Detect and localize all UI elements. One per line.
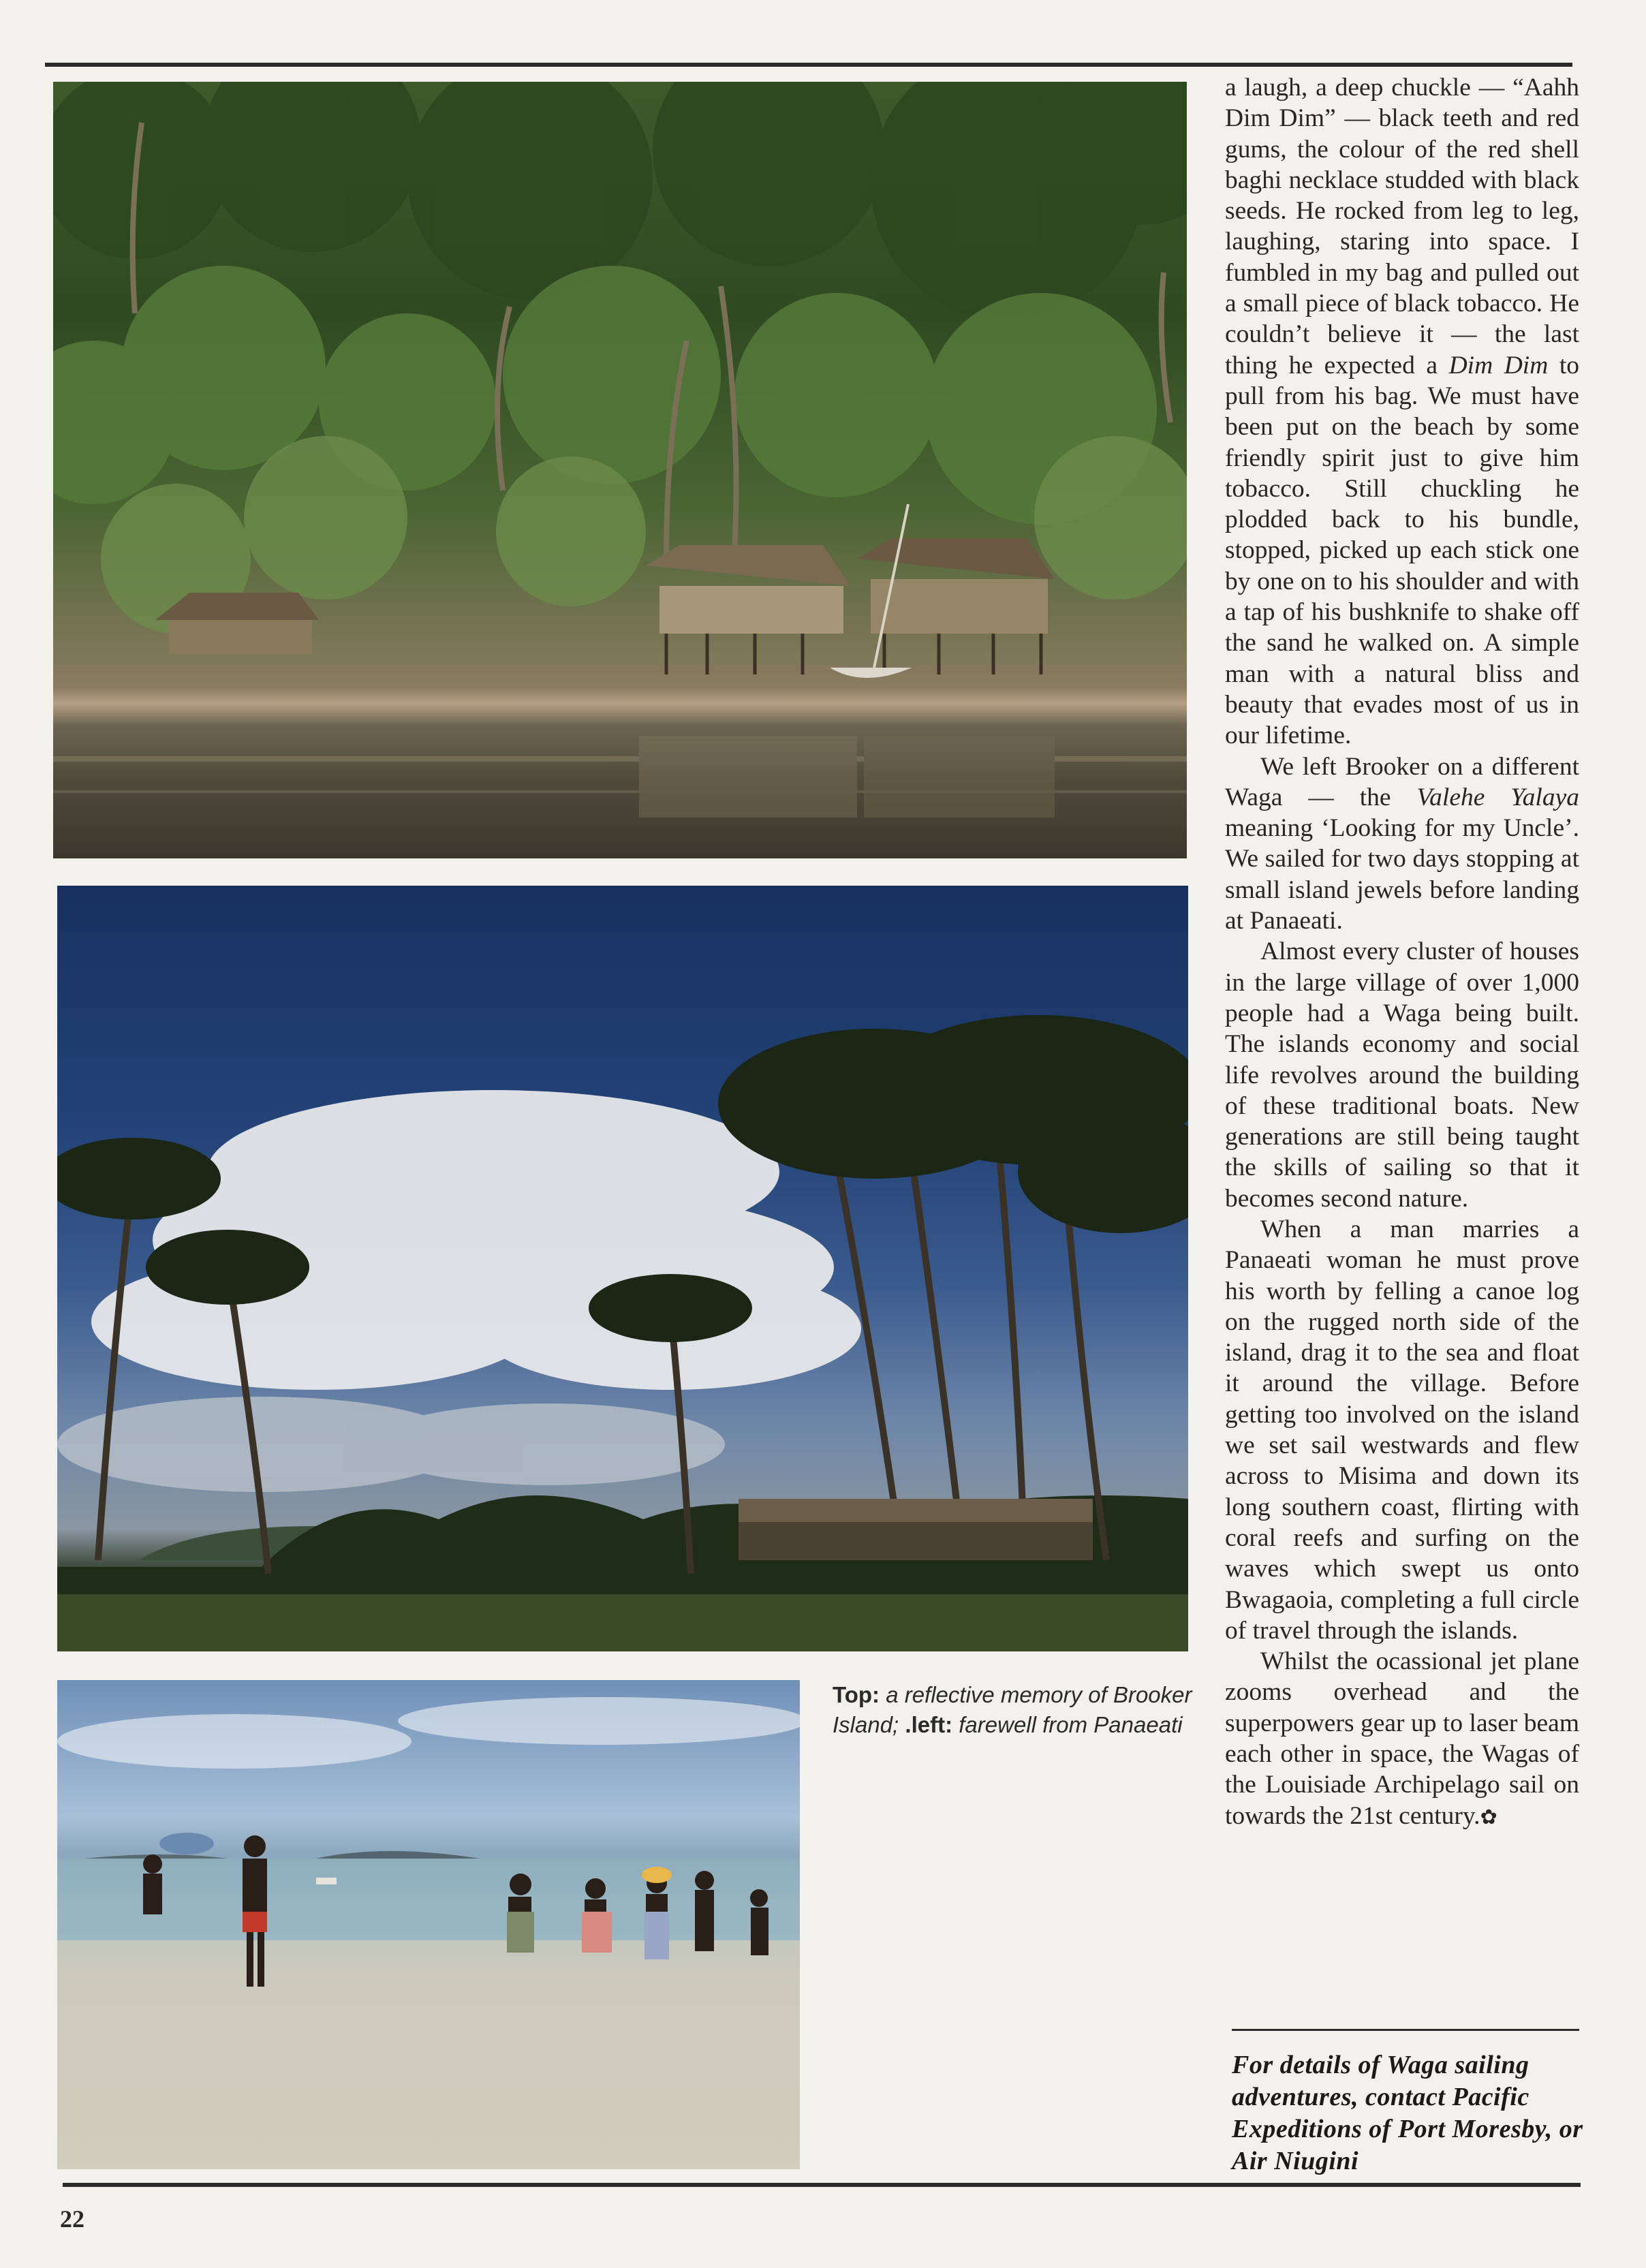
credits-rule bbox=[1232, 2029, 1579, 2031]
article-column bbox=[1225, 72, 1579, 1833]
article-paragraph-4: When a man marries a Panaeati woman he must prove his worth by felling a canoe log on the rugged north side of the island, drag it to the sea and float it around the village. Before getting too involved on the island we set sail westwards and flew across to Misima and down its long southern coast, flirting with coral reefs and surfing on the waves which swept us onto Bwagaoia, completing a full circle of travel through the islands. bbox=[1225, 1215, 1579, 1645]
photo-caption bbox=[833, 1680, 1194, 1740]
page-number: 22 bbox=[60, 2205, 84, 2233]
caption-text-top: a reflective memory of Brooker Island; bbox=[833, 1682, 1192, 1737]
caption-label-top: Top: bbox=[833, 1682, 880, 1707]
photo-farewell-wading bbox=[57, 1680, 800, 2169]
article-paragraph-2: We left Brooker on a different Waga — the Valehe Yalaya meaning ‘Looking for my Uncle’. We sailed for two days stopping at small island jewels before landing at Panaeati. bbox=[1225, 752, 1579, 935]
article-paragraph-3: Almost every cluster of houses in the large village of over 1,000 people had a Waga being built. The islands economy and social life revolves around the building of these traditional boats. New generations are still being taught the skills of sailing so that it becomes second nature. bbox=[1225, 937, 1579, 1213]
article-paragraph-5: Whilst the ocassional jet plane zooms overhead and the superpowers gear up to laser beam each other in space, the Wagas of the Louisiade Archipelago sail on towards the 21st century.✿ bbox=[1225, 1647, 1579, 1830]
end-mark-icon: ✿ bbox=[1480, 1805, 1497, 1829]
photo-panaeati-palms bbox=[57, 886, 1188, 1651]
credits-note: For details of Waga sailing adventures, contact Pacific Expeditions of Port Moresby, or Air Niugini bbox=[1232, 2051, 1583, 2175]
photo-brooker-island bbox=[53, 82, 1187, 858]
caption-text-left: farewell from Panaeati bbox=[959, 1712, 1183, 1737]
top-rule bbox=[45, 63, 1572, 67]
article-paragraph-1: a laugh, a deep chuckle — “Aahh Dim Dim” — black teeth and red gums, the colour of the red shell baghi necklace studded with black seeds. He rocked from leg to leg, laughing, staring into space. I fumbled in my bag and pulled out a small piece of black tobacco. He couldn’t believe it — the last thing he expected a Dim Dim to pull from his bag. We must have been put on the beach by some friendly spirit just to give him tobacco. Still chuckling he plodded back to his bundle, stopped, picked up each stick one by one on to his shoulder and with a tap of his bushknife to shake off the sand he walked on. A simple man with a natural bliss and beauty that evades most of us in our lifetime. bbox=[1225, 74, 1579, 750]
caption-label-left: .left: bbox=[905, 1712, 953, 1737]
bottom-rule bbox=[63, 2183, 1581, 2187]
